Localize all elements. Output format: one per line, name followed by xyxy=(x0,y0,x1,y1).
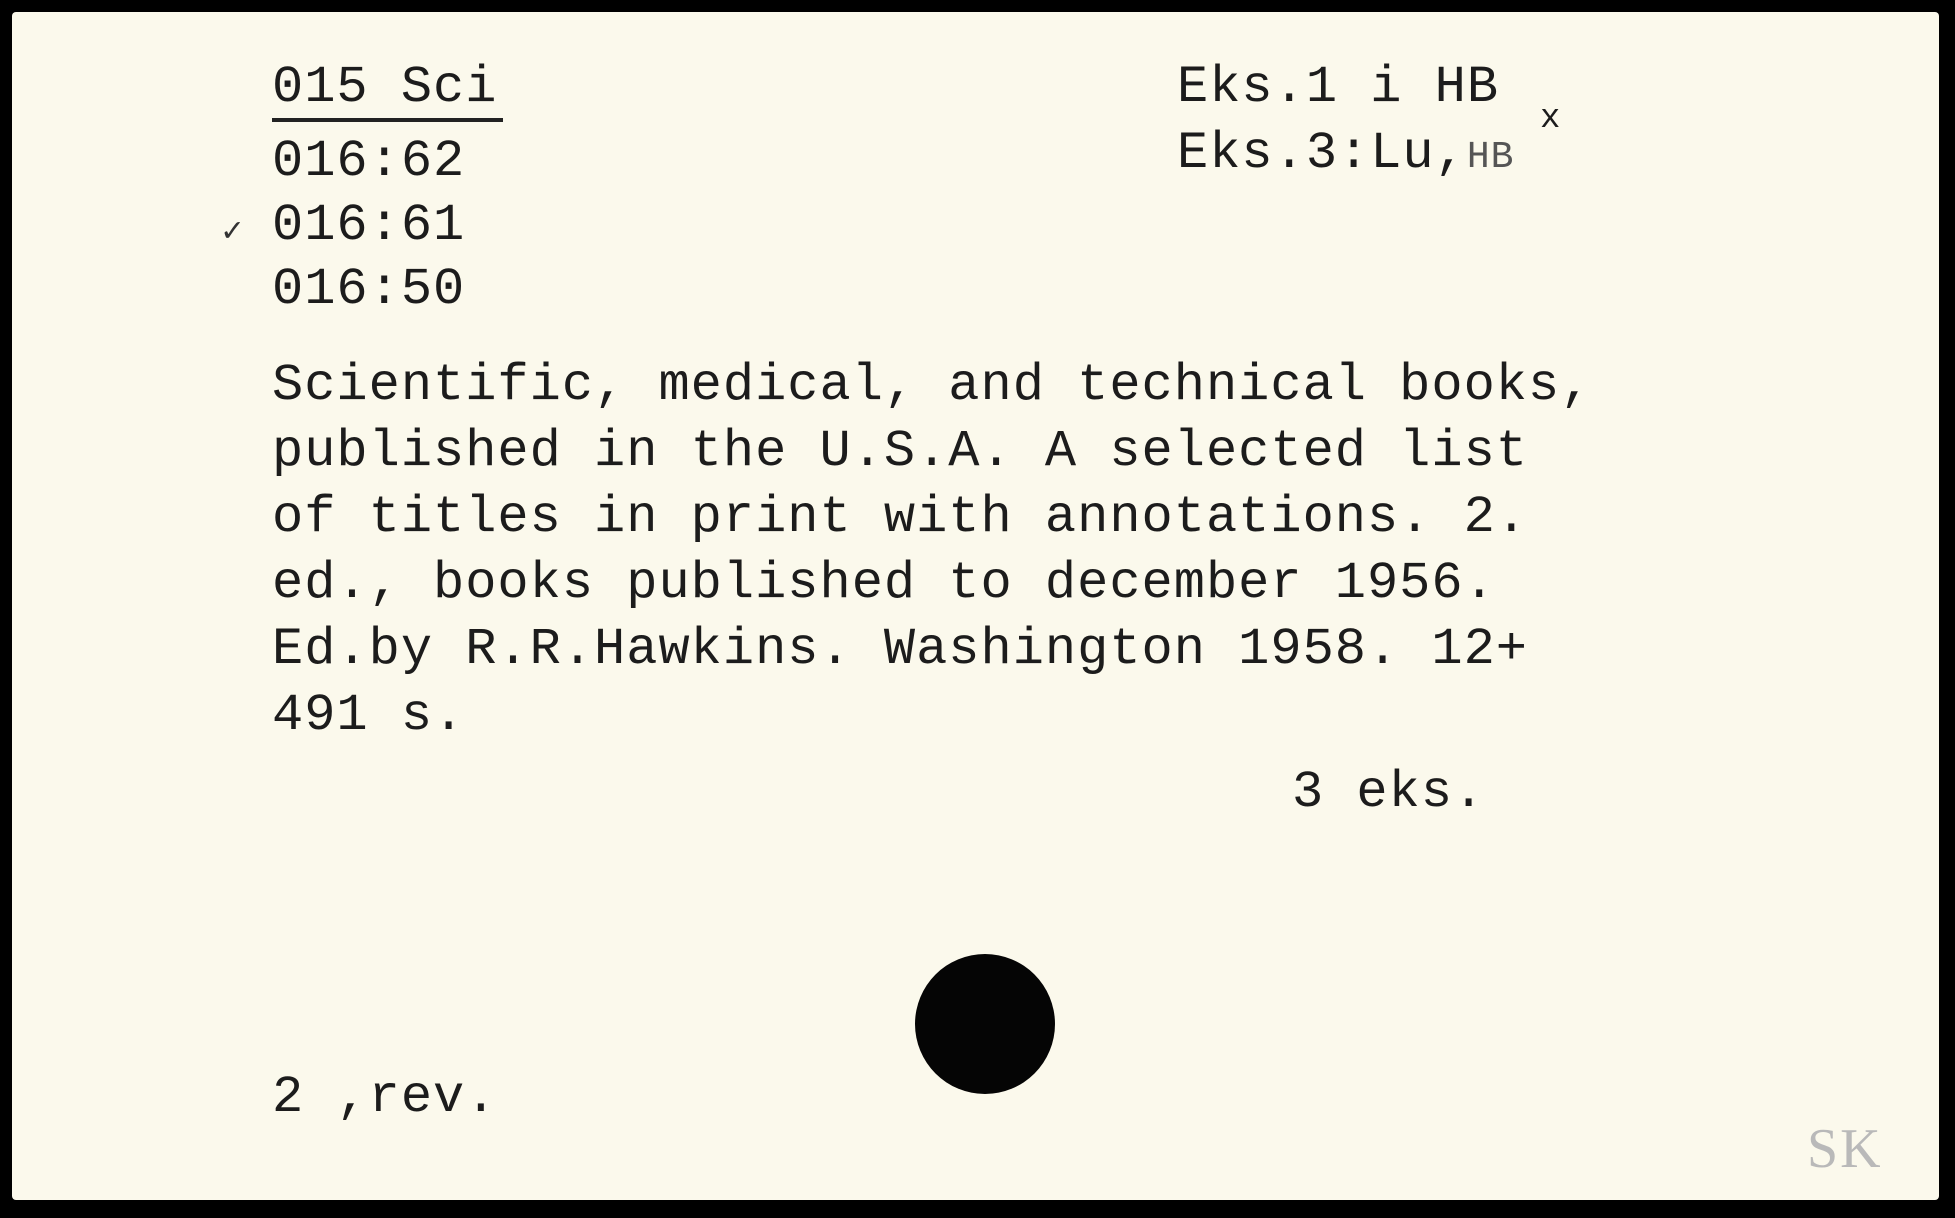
punch-hole xyxy=(915,954,1055,1094)
description-line: 491 s. xyxy=(272,686,466,745)
holdings-line-2 xyxy=(1177,124,1515,183)
holdings-line-1: Eks.1 i HB xyxy=(1177,58,1500,117)
classification-secondary: 016:62 xyxy=(272,132,466,191)
check-mark-icon: ✓ xyxy=(222,214,243,252)
holdings-line-2-small: HB xyxy=(1466,136,1515,179)
description-line: published in the U.S.A. A selected list xyxy=(272,422,1528,481)
classification-secondary: 016:50 xyxy=(272,260,466,319)
revision-note: 2 ,rev. xyxy=(272,1068,498,1127)
catalog-card xyxy=(12,12,1939,1200)
copies-count: 3 eks. xyxy=(1292,763,1486,822)
classification-secondary: 016:61 xyxy=(272,196,466,255)
holdings-superscript: x xyxy=(1540,100,1561,138)
holdings-line-2-main: Eks.3:Lu, xyxy=(1177,124,1467,183)
description-line: Ed.by R.R.Hawkins. Washington 1958. 12+ xyxy=(272,620,1528,679)
description-line: of titles in print with annotations. 2. xyxy=(272,488,1528,547)
sk-stamp: SK xyxy=(1807,1118,1883,1180)
description-line: Scientific, medical, and technical books, xyxy=(272,356,1593,415)
classification-primary: 015 Sci xyxy=(272,62,503,122)
description-line: ed., books published to december 1956. xyxy=(272,554,1496,613)
